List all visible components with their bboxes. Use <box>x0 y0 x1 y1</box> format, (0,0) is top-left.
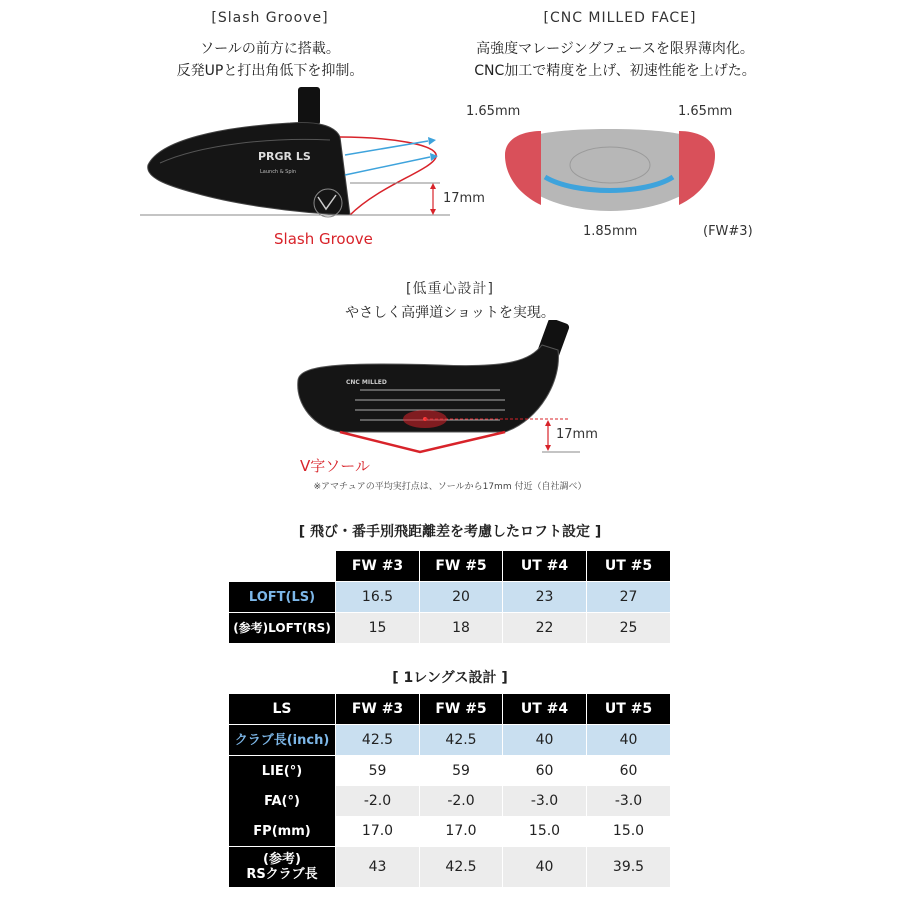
cog-title: [低重心設計] <box>406 281 494 297</box>
fa-value: -2.0 <box>336 786 419 816</box>
cnc-face-diagram <box>495 125 725 215</box>
rs-club-length-label <box>229 847 335 887</box>
length-col-header: UT #4 <box>503 694 586 724</box>
loft-table-heading: [ 飛び・番手別飛距離差を考慮したロフト設定 ] <box>298 524 602 540</box>
lie-value: 60 <box>503 756 586 786</box>
slash-groove-label: Slash Groove <box>274 230 373 248</box>
loft-col-header: UT #4 <box>503 551 586 581</box>
table-row <box>229 756 670 786</box>
fa-value: -3.0 <box>503 786 586 816</box>
cnc-face-title: [CNC MILLED FACE] <box>543 10 697 26</box>
v-sole-label: V字ソール <box>300 457 370 475</box>
cnc-desc-line2: CNC加工で精度を上げ、初速性能を上げた。 <box>474 63 756 79</box>
length-corner-label: LS <box>229 694 335 724</box>
lie-value: 60 <box>587 756 670 786</box>
club-length-value: 42.5 <box>336 725 419 755</box>
slash-groove-title: [Slash Groove] <box>211 10 329 26</box>
fp-value: 17.0 <box>420 816 502 846</box>
face-left-zone <box>505 131 541 205</box>
loft-col-header: FW #3 <box>336 551 419 581</box>
loft-ls-value: 20 <box>420 582 502 612</box>
lie-value: 59 <box>336 756 419 786</box>
fa-value: -3.0 <box>587 786 670 816</box>
rs-club-length-value: 42.5 <box>420 847 502 887</box>
club-length-value: 40 <box>503 725 586 755</box>
loft-col-header: FW #5 <box>420 551 502 581</box>
table-row <box>229 613 670 643</box>
length-table-heading: [ 1レングス設計 ] <box>392 670 508 686</box>
fp-value: 15.0 <box>587 816 670 846</box>
cog-description: やさしく高弾道ショットを実現。 <box>345 305 555 321</box>
face-right-zone <box>679 131 715 205</box>
fa-value: -2.0 <box>420 786 502 816</box>
loft-ls-value: 23 <box>503 582 586 612</box>
length-col-header: FW #3 <box>336 694 419 724</box>
length-header-row <box>229 694 670 724</box>
lie-label: LIE(°) <box>229 756 335 786</box>
table-row <box>229 725 670 755</box>
loft-rs-value: 15 <box>336 613 419 643</box>
club-shaft <box>298 87 320 125</box>
lie-value: 59 <box>420 756 502 786</box>
cog-measure: 17mm <box>556 427 598 442</box>
fp-value: 15.0 <box>503 816 586 846</box>
loft-rs-value: 18 <box>420 613 502 643</box>
fp-value: 17.0 <box>336 816 419 846</box>
club-brand-sub: Launch & Spin <box>260 169 297 175</box>
cnc-left-thickness: 1.65mm <box>466 104 521 119</box>
cnc-face-description <box>430 38 800 82</box>
slash-groove-desc-line2: 反発UPと打出角低下を抑制。 <box>176 63 364 79</box>
v-sole-line <box>340 432 505 452</box>
loft-rs-label: (参考)LOFT(RS) <box>229 613 335 643</box>
cog-milled-text: CNC MILLED <box>346 379 387 386</box>
fa-label: FA(°) <box>229 786 335 816</box>
slash-groove-measure: 17mm <box>443 191 485 206</box>
trajectory-curve <box>340 137 436 215</box>
launch-arrow-1 <box>345 141 428 155</box>
fp-label: FP(mm) <box>229 816 335 846</box>
rs-club-length-value: 43 <box>336 847 419 887</box>
length-col-header: UT #5 <box>587 694 670 724</box>
club-head <box>148 123 350 215</box>
loft-rs-value: 22 <box>503 613 586 643</box>
cnc-center-thickness: 1.85mm <box>583 224 638 239</box>
cnc-model-label: (FW#3) <box>703 224 753 239</box>
rs-club-length-value: 39.5 <box>587 847 670 887</box>
length-col-header: FW #5 <box>420 694 502 724</box>
table-row <box>229 847 670 887</box>
loft-col-header: UT #5 <box>587 551 670 581</box>
loft-ls-value: 16.5 <box>336 582 419 612</box>
cnc-right-thickness: 1.65mm <box>678 104 733 119</box>
cog-footnote: ※アマチュアの平均実打点は、ソールから17mm 付近（自社調べ） <box>313 482 587 492</box>
loft-ls-value: 27 <box>587 582 670 612</box>
club-length-label: クラブ長(inch) <box>229 725 335 755</box>
table-row <box>229 786 670 816</box>
rs-label-line1: (参考) <box>263 852 301 867</box>
loft-header-row <box>229 551 670 581</box>
table-row <box>229 582 670 612</box>
loft-rs-value: 25 <box>587 613 670 643</box>
slash-groove-description <box>120 38 420 82</box>
slash-groove-desc-line1: ソールの前方に搭載。 <box>200 41 340 57</box>
loft-ls-label: LOFT(LS) <box>229 582 335 612</box>
cnc-desc-line1: 高強度マレージングフェースを限界薄肉化。 <box>476 41 754 57</box>
table-row <box>229 816 670 846</box>
rs-club-length-value: 40 <box>503 847 586 887</box>
club-length-value: 42.5 <box>420 725 502 755</box>
club-length-value: 40 <box>587 725 670 755</box>
club-brand-text: PRGR LS <box>258 150 311 163</box>
rs-label-line2: RSクラブ長 <box>246 867 318 882</box>
